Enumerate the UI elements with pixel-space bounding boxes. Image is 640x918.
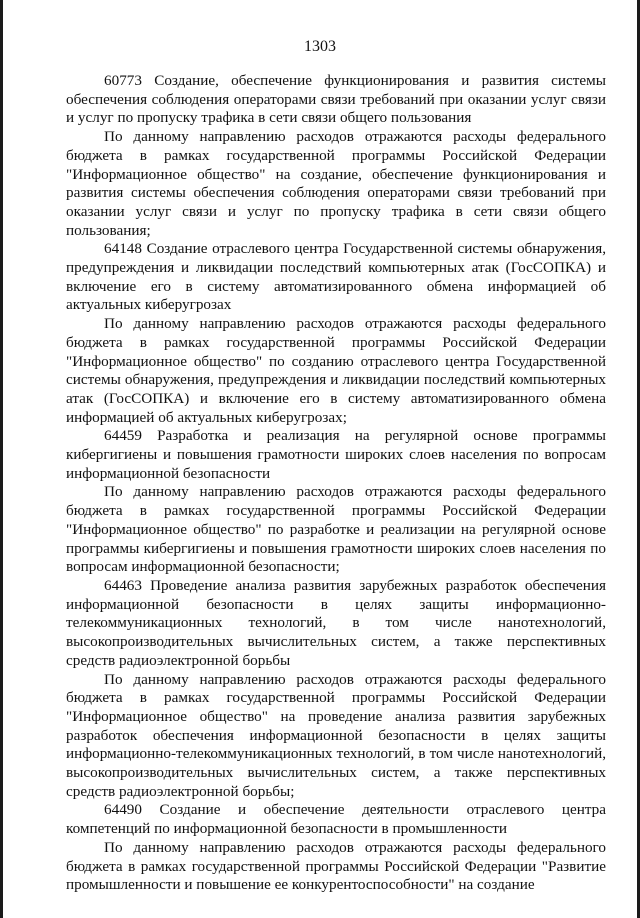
paragraph-64490-heading: 64490 Создание и обеспечение деятельности отраслевого центра компетенций по информационной безопасности в промышленности [66,801,606,838]
scan-edge-left [0,0,3,918]
document-body [66,72,606,895]
page-number: 1303 [304,38,336,55]
paragraph-64459-heading: 64459 Разработка и реализация на регулярной основе программы кибергигиены и повышения грамотности широких слоев населения по вопросам информационной безопасности [66,427,606,482]
paragraph-64490-description: По данному направлению расходов отражаются расходы федерального бюджета в рамках государственной программы Российской Федерации "Развитие промышленности и повышение ее конкурентоспособности" на создание [66,838,606,894]
paragraph-64148-description: По данному направлению расходов отражаются расходы федерального бюджета в рамках государственной программы Российской Федерации "Информационное общество" по созданию отраслевого центра Государственной системы обнаружения, предупреждения и ликвидации последствий компьютерных атак (ГосСОПКА) и включение его в систему автоматизированного обмена информацией об актуальных киберугрозах; [66,315,606,426]
paragraph-64148-heading: 64148 Создание отраслевого центра Государственной системы обнаружения, предупреждения и ликвидации последствий компьютерных атак (ГосСОПКА) и включение его в систему автоматизированного обмена информацией об актуальных киберугрозах [66,240,606,314]
paragraph-64459-description: По данному направлению расходов отражаются расходы федерального бюджета в рамках государственной программы Российской Федерации "Информационное общество" по разработке и реализации на регулярной основе программы кибергигиены и повышения грамотности широких слоев населения по вопросам информационной безопасности; [66,483,606,576]
paragraph-64463-description: По данному направлению расходов отражаются расходы федерального бюджета в рамках государственной программы Российской Федерации "Информационное общество" на проведение анализа развития зарубежных разработок обеспечения информационной безопасности в целях защиты информационно-телекоммуникационных технологий, в том числе нанотехнологий, высокопроизводительных вычислительных систем, а также перспективных средств радиоэлектронной борьбы; [66,670,606,800]
paragraph-60773-description: По данному направлению расходов отражаются расходы федерального бюджета в рамках государственной программы Российской Федерации "Информационное общество" на создание, обеспечение функционирования и развития системы обеспечения соблюдения операторами связи требований при оказании услуг связи и услуг по пропуску трафика в сети связи общего пользования; [66,128,606,239]
paragraph-60773-heading: 60773 Создание, обеспечение функционирования и развития системы обеспечения соблюдения операторами связи требований при оказании услуг связи и услуг по пропуску трафика в сети связи общего пользования [66,72,606,127]
paragraph-64463-heading: 64463 Проведение анализа развития зарубежных разработок обеспечения информационной безопасности в целях защиты информационно-телекоммуникационных технологий, в том числе нанотехнологий, высокопроизводительных вычислительных систем, а также перспективных средств радиоэлектронной борьбы [66,576,606,669]
